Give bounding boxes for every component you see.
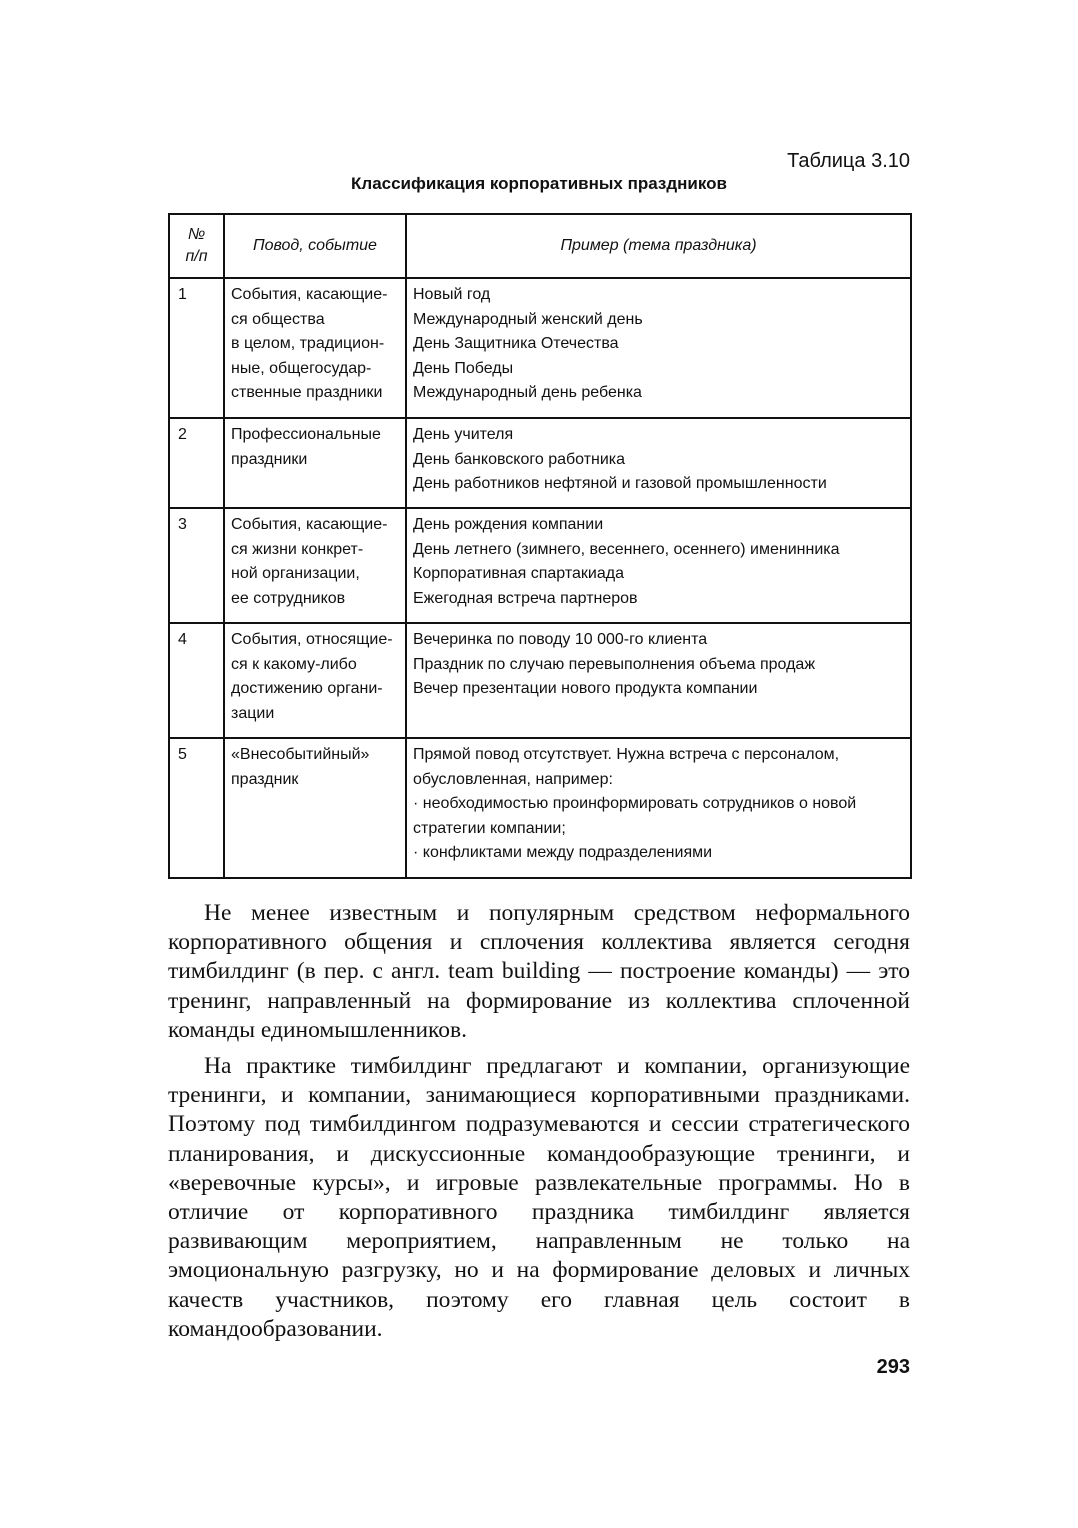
table-row [169, 508, 911, 623]
table-label: Таблица 3.10 [787, 150, 910, 172]
row-event [224, 418, 406, 508]
example-line: Ежегодная встреча партнеров [413, 589, 638, 607]
event-line: достижению органи- [231, 680, 383, 697]
example-line: День летнего (зимнего, весеннего, осеннего) именинника [413, 540, 840, 558]
example-line: Корпоративная спартакиада [413, 565, 624, 582]
row-examples [406, 278, 911, 418]
example-line: День работников нефтяной и газовой промышленности [413, 475, 827, 492]
event-line: в целом, традицион- [231, 335, 385, 352]
classification-table [168, 213, 912, 879]
example-line: День банковского работника [413, 450, 626, 468]
table-body [169, 278, 911, 878]
header-example: Пример (тема праздника) [406, 214, 911, 278]
row-event [224, 508, 406, 623]
example-line: Вечер презентации нового продукта компании [413, 680, 758, 697]
example-line: обусловленная, например: [413, 770, 613, 788]
paragraph: Не менее известным и популярным средством неформального корпоративного общения и сплочения коллектива является сегодня тимбилдинг (в пер. с англ. team building — построение команды) — это тренинг, направленный на формирование из коллектива сплоченной команды единомышленников. [168, 900, 910, 1043]
event-line: Профессиональные [231, 426, 381, 443]
row-number: 2 [169, 418, 224, 508]
example-line: · необходимостью проинформировать сотрудников о новой [413, 795, 857, 812]
event-line: ся к какому-либо [231, 655, 357, 673]
event-line: «Внесобытийный» [231, 746, 370, 763]
row-number: 4 [169, 623, 224, 738]
event-line: праздники [231, 450, 308, 468]
example-line: Международный день ребенка [413, 384, 642, 401]
example-line: День рождения компании [413, 516, 604, 533]
event-line: зации [231, 704, 275, 722]
example-line: День Защитника Отечества [413, 335, 619, 352]
page-number: 293 [876, 1356, 910, 1378]
event-line: События, касающие- [231, 516, 388, 533]
event-line: ся жизни конкрет- [231, 540, 364, 558]
example-line: Международный женский день [413, 310, 643, 328]
table-row [169, 418, 911, 508]
example-line: стратегии компании; [413, 819, 566, 837]
event-line: ные, общегосудар- [231, 359, 372, 377]
event-line: События, относящие- [231, 631, 393, 648]
example-line: Праздник по случаю перевыполнения объема продаж [413, 655, 816, 673]
row-examples [406, 508, 911, 623]
row-event [224, 278, 406, 418]
event-line: праздник [231, 770, 299, 788]
example-line: · конфликтами между подразделениями [413, 844, 713, 861]
example-line: Новый год [413, 286, 491, 303]
row-examples [406, 738, 911, 878]
table-title: Классификация корпоративных праздников [351, 174, 727, 193]
table-row [169, 278, 911, 418]
row-event [224, 623, 406, 738]
row-number: 3 [169, 508, 224, 623]
header-event: Повод, событие [224, 214, 406, 278]
table-row [169, 623, 911, 738]
event-line: ственные праздники [231, 384, 383, 401]
paragraph: На практике тимбилдинг предлагают и компании, организующие тренинги, и компании, занимающиеся корпоративными праздниками. Поэтому под тимбилдингом подразумеваются и сессии стратегического планирования, и дискуссионные командообразующие тренинги, и «веревочные курсы», и игровые развлекательные программы. Но в отличие от корпоративного праздника тимбилдинг является развивающим мероприятием, направленным не только на эмоциональную разгрузку, но и на формирование деловых и личных качеств участников, поэтому его главная цель состоит в командообразовании. [168, 1053, 910, 1342]
event-line: ной организации, [231, 565, 360, 582]
example-line: Прямой повод отсутствует. Нужна встреча с персоналом, [413, 746, 840, 763]
example-line: День учителя [413, 426, 514, 443]
event-line: ее сотрудников [231, 589, 346, 607]
row-number: 5 [169, 738, 224, 878]
row-number: 1 [169, 278, 224, 418]
event-line: События, касающие- [231, 286, 388, 303]
table-header-row [169, 214, 911, 278]
example-line: День Победы [413, 359, 514, 377]
header-num: № п/п [169, 214, 224, 278]
row-examples [406, 623, 911, 738]
row-event [224, 738, 406, 878]
event-line: ся общества [231, 310, 325, 328]
body-text [168, 899, 910, 1351]
example-line: Вечеринка по поводу 10 000-го клиента [413, 631, 708, 648]
row-examples [406, 418, 911, 508]
table-row [169, 738, 911, 878]
